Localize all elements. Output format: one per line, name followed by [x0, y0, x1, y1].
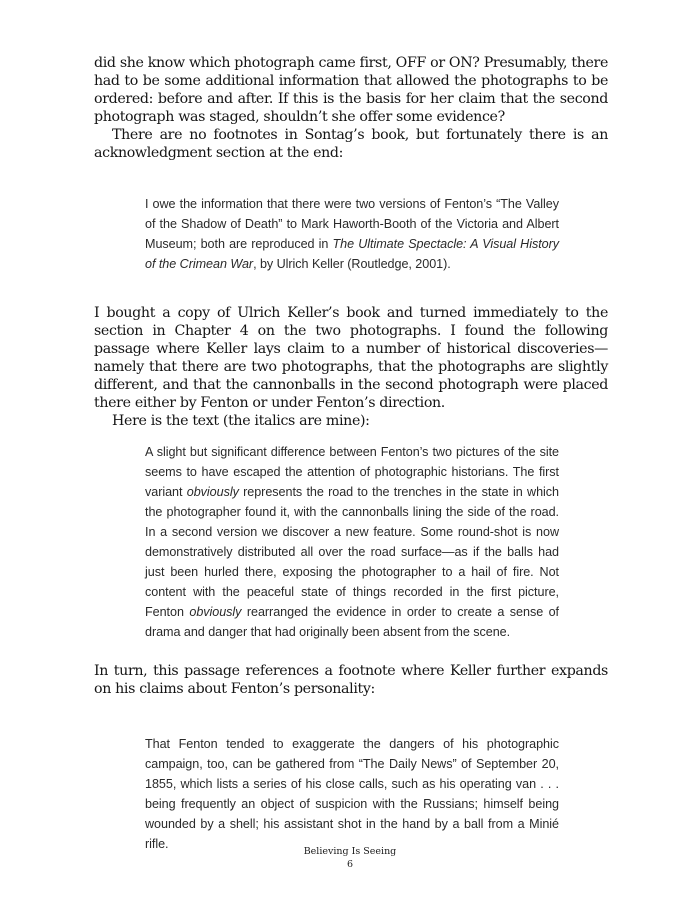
- paragraph-italics-note: Here is the text (the italics are mine):: [112, 413, 370, 429]
- quote-text: , by Ulrich Keller (Routledge, 2001).: [253, 257, 451, 271]
- page-footer: [0, 845, 700, 871]
- body-block-2: [94, 304, 608, 430]
- quote-text: represents the road to the trenches in the state in which the photographer found it, with the cannonballs lining the side of the road. In a second version we discover a new feature. Some round-shot is now demonstratively distributed all over the road surface—as if the balls had just been hurled there, exposing the photographer to a hail of fire. Not content with the peaceful state of things recorded in the first picture, Fenton: [145, 485, 559, 619]
- quote-italic: obviously: [189, 605, 242, 619]
- page-number: 6: [346, 859, 354, 870]
- paragraph-footnotes: There are no footnotes in Sontag’s book, but fortunately there is an acknowledgment section at the end:: [94, 127, 608, 161]
- quote-text: I owe the information that there were two versions of Fenton’s “The Valley of the Shadow of Death” to Mark Haworth-Booth of the Victoria and Albert Museum; both are reproduced in: [145, 197, 559, 251]
- paragraph-continuation: did she know which photograph came first, OFF or ON? Presumably, there had to be some additional information that allowed the photographs to be ordered: before and after. If this is the basis for her claim that the second photograph was staged, shouldn’t she offer some evidence?: [94, 55, 608, 125]
- paragraph-footnote-reference: In turn, this passage references a footnote where Keller further expands on his claims about Fenton’s personality:: [94, 663, 608, 697]
- block-quote-keller: [145, 442, 559, 642]
- quote-text: That Fenton tended to exaggerate the dangers of his photographic campaign, too, can be gathered from “The Daily News” of September 20, 1855, which lists a series of his close calls, such as his operating van . . . being frequently an object of suspicion with the Russians; himself being wounded by a shell; his assistant shot in the hand by a ball from a Minié rifle.: [145, 737, 559, 851]
- quote-text: A slight but significant difference between Fenton’s two pictures of the site seems to have escaped the attention of photographic historians. The first variant: [145, 445, 559, 499]
- body-block-1: [94, 54, 608, 162]
- quote-text: rearranged the evidence in order to create a sense of drama and danger that had originally been absent from the scene.: [145, 605, 560, 639]
- paragraph-keller-book: I bought a copy of Ulrich Keller’s book and turned immediately to the section in Chapter 4 on the two photographs. I found the following passage where Keller lays claim to a number of historical discoveries—namely that there are two photographs, that the photographs are slightly different, and that the cannonballs in the second photograph were placed there either by Fenton or under Fenton’s direction.: [94, 305, 608, 411]
- quote-book-title: The Ultimate Spectacle: A Visual History of the Crimean War: [145, 237, 559, 271]
- block-quote-acknowledgment: [145, 194, 559, 274]
- block-quote-footnote: [145, 734, 559, 854]
- running-title: Believing Is Seeing: [303, 846, 397, 857]
- body-block-3: [94, 662, 608, 698]
- quote-italic: obviously: [186, 485, 239, 499]
